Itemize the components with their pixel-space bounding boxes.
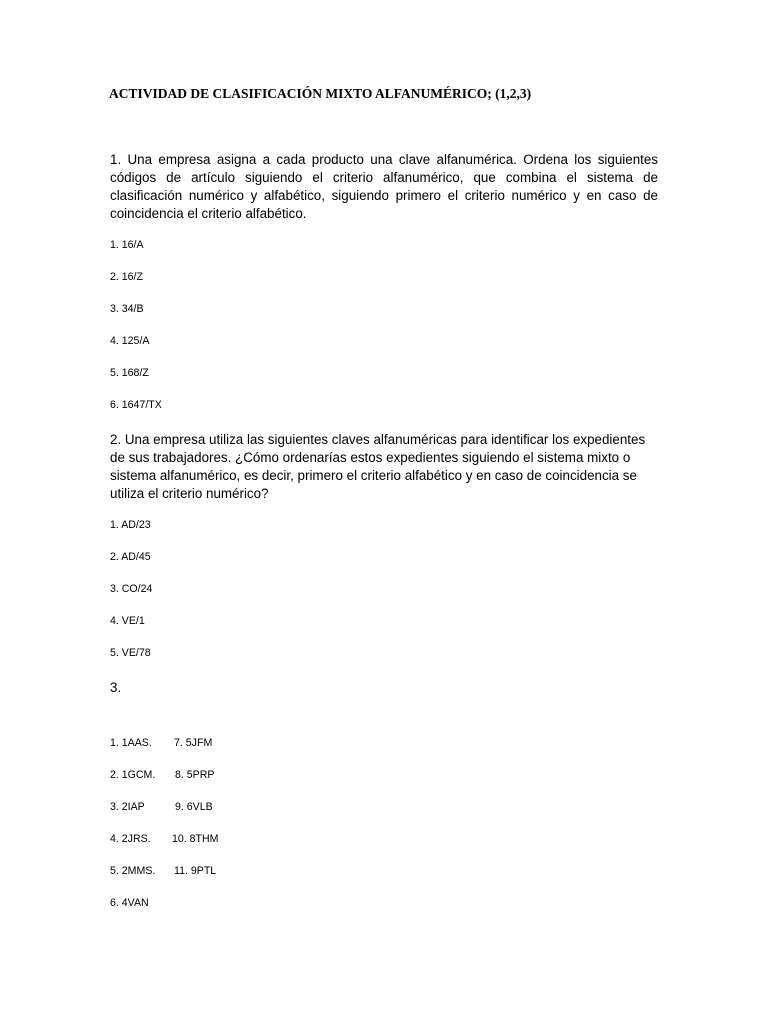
q3-item-left: 5. 2MMS.: [110, 865, 156, 877]
q3-item-left: 1. 1AAS.: [110, 737, 152, 749]
q2-item: 2. AD/45: [110, 551, 151, 563]
q3-item-left: 3. 2IAP: [110, 801, 145, 813]
q2-item: 5. VE/78: [110, 647, 151, 659]
q3-item-right: 9. 6VLB: [175, 801, 213, 813]
q1-item: 2. 16/Z: [110, 271, 143, 283]
q3-item-left: 2. 1GCM.: [110, 769, 156, 781]
q1-item: 5. 168/Z: [110, 367, 149, 379]
q2-item: 1. AD/23: [110, 519, 151, 531]
q3-item-right: 11. 9PTL: [174, 865, 217, 877]
question-2-text: 2. Una empresa utiliza las siguientes claves alfanuméricas para identificar los expedientes de sus trabajadores. ¿Cómo ordenarías estos expedientes siguiendo el sistema mixto o sistema alfanumérico, es decir, primero el criterio alfabético y en caso de coincidencia se utiliza el criterio numérico?: [110, 432, 646, 501]
q2-item: 3. CO/24: [110, 583, 153, 595]
q1-item: 1. 16/A: [110, 239, 144, 251]
q1-item: 3. 34/B: [110, 303, 144, 315]
q3-item-left: 6. 4VAN: [110, 897, 149, 909]
q3-item-right: 8. 5PRP: [175, 769, 215, 781]
q3-item-right: 7. 5JFM: [174, 737, 213, 749]
q2-item: 4. VE/1: [110, 615, 145, 627]
question-3-number: 3.: [110, 680, 122, 695]
q3-item-right: 10. 8THM: [172, 833, 219, 845]
question-1-text: 1. Una empresa asigna a cada producto una clave alfanumérica. Ordena los siguientes códigos de artículo siguiendo el criterio alfanumérico, que combina el sistema de clasificación numérico y alfabético, siguiendo primero el criterio numérico y en caso de coincidencia el criterio alfabético.: [110, 152, 658, 221]
document-title: ACTIVIDAD DE CLASIFICACIÓN MIXTO ALFANUMÉRICO; (1,2,3): [109, 86, 532, 101]
q1-item: 4. 125/A: [110, 335, 150, 347]
q3-item-left: 4. 2JRS.: [110, 833, 151, 845]
q1-item: 6. 1647/TX: [110, 399, 162, 411]
